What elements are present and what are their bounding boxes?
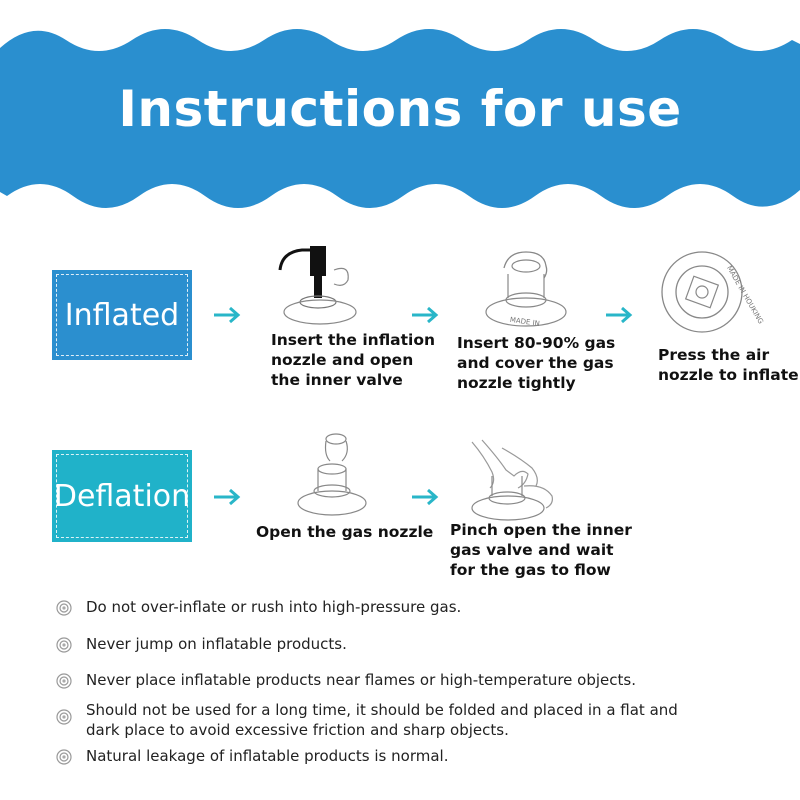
note-text: Never jump on inflatable products.	[86, 635, 347, 653]
arrow-right-icon	[212, 306, 242, 324]
valve-cap-open-icon	[290, 425, 370, 520]
page-title: Instructions for use	[118, 80, 682, 138]
note-text: Natural leakage of inflatable products is normal.	[86, 747, 449, 765]
valve-top-view-icon	[655, 250, 765, 335]
bullet-circle-icon	[56, 749, 72, 765]
inflated-step-2-caption: Insert 80-90% gas and cover the gas nozzle tightly	[457, 334, 616, 392]
deflation-step-2-caption: Pinch open the inner gas valve and wait for the gas to flow	[450, 521, 632, 579]
arrow-right-icon	[604, 306, 634, 324]
valve-cap-close-icon	[478, 240, 573, 335]
inflated-label: Inflated	[64, 297, 180, 333]
arrow-right-icon	[212, 488, 242, 506]
inflated-step-3-caption: Press the air nozzle to inflate	[658, 346, 799, 384]
deflation-step-1-caption: Open the gas nozzle	[256, 523, 434, 541]
svg-text:MADE IN: MADE IN	[509, 315, 541, 328]
note-text: Should not be used for a long time, it should be folded and placed in a flat and dark place to avoid excessive friction and sharp objects.	[86, 701, 678, 739]
hand-pinch-valve-icon	[462, 438, 562, 523]
note-text: Never place inflatable products near flames or high-temperature objects.	[86, 671, 636, 689]
note-item	[56, 670, 736, 690]
note-item	[56, 746, 736, 766]
pump-nozzle-insert-icon	[272, 240, 372, 330]
deflation-tag	[52, 450, 192, 542]
note-item	[56, 700, 736, 740]
deflation-label: Deflation	[53, 478, 191, 514]
arrow-right-icon	[410, 488, 440, 506]
note-item	[56, 597, 736, 617]
bullet-circle-icon	[56, 709, 72, 725]
bullet-circle-icon	[56, 600, 72, 616]
bullet-circle-icon	[56, 673, 72, 689]
note-item	[56, 634, 736, 654]
bullet-circle-icon	[56, 637, 72, 653]
arrow-right-icon	[410, 306, 440, 324]
inflated-tag	[52, 270, 192, 360]
valve-ring-text: MADE IN HOUKING	[725, 264, 765, 326]
inflated-step-1-caption: Insert the inflation nozzle and open the inner valve	[271, 331, 436, 389]
note-text: Do not over-inflate or rush into high-pressure gas.	[86, 598, 462, 616]
